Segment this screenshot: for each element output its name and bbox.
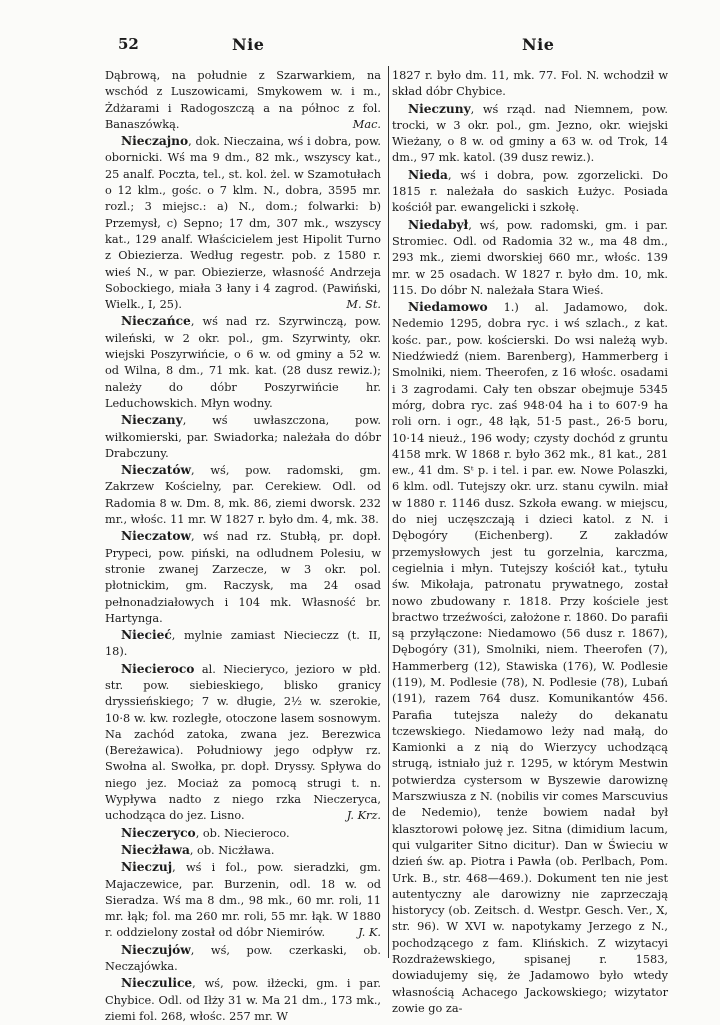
entry-headword: Niecieć	[121, 628, 172, 643]
dictionary-entry	[105, 942, 381, 976]
entry-headword: Nieczulice	[121, 976, 193, 991]
entry-text: , wś rząd. nad Niemnem, pow. trocki, w 3 okr. pol., gm. Jezno, okr. wiejski Wieżany, o 8 w. od gminy a 63 w. od Trok, 14 dm., 97 mk. katol. (39 dusz rewiz.).	[392, 102, 668, 165]
entry-text: Dąbrową, na południe z Szarwarkiem, na wschód z Luszowicami, Smykowem w. i m., Żdżarami i Radogoszczą a na północ z fol. Banaszówką.	[105, 69, 381, 131]
entry-headword: Niedabył	[408, 217, 469, 232]
entry-headword: Nieczeryco	[121, 825, 196, 840]
entry-headword: Nieczujów	[121, 942, 191, 957]
entry-signature: M. St.	[346, 298, 381, 312]
page-number: 52	[118, 35, 139, 53]
entry-text: , mylnie zamiast Niecieczz (t. II, 18).	[105, 629, 381, 659]
right-column	[392, 68, 668, 1017]
entry-headword: Nieczuj	[121, 860, 173, 875]
entry-text: , wś, pow. radomski, gm. i par. Stromiec. Odl. od Radomia 32 w., ma 48 dm., 293 mk., ziemi dworskiej 660 mr., włośc. 139 mr. w 25 osadach. W 1827 r. było dm. 10, mk. 115. Do dóbr N. należała Stara Wieś.	[392, 218, 668, 297]
entry-text: 1.) al. Jadamowo, dok. Nedemio 1295, dobra ryc. i wś szlach., z kat. kośc. par., pow. kościerski. Do wsi należą wyb. Niedźwiedź (niem. Barenberg), Hammerberg i Smolniki, niem. Theerofen, z 16 włośc. osadami i 3 zagrodami. Cały ten obszar obejmuje 5345 mórg, dobra ryc. zaś 948·04 ha i to 607·9 ha roli orn. i ogr., 48 łąk, 51·5 past., 26·5 boru, 10·14 nieuż., 196 wody; czysty dochód z gruntu 4158 mrk. W 1868 r. było 362 mk., 81 kat., 281 ew., 41 dm. Sᵗ p. i tel. i par. ew. Nowe Polaszki, 6 klm. odl. Tutejszy okr. urz. stanu cywiln. miał w 1880 r. 1146 dusz. Szkoła ewang. w miejscu, do niej uczęszczają i dzieci katol. z N. i Dębogóry (Eichenberg). Z zakładów przemysłowych jest tu gorzelnia, karczma, cegielnia i młyn. Tutejszy kościół kat., tytułu św. Mikołaja, patronatu prywatnego, został nowo zbudowany r. 1818. Przy kościele jest bractwo trzeźwości, założone r. 1860. Do parafii są przyłączone: Niedamowo (56 dusz r. 1867), Dębogóry (31), Smolniki, niem. Theerofen (7), Hammerberg (12), Stawiska (176), W. Podlesie (119), M. Podlesie (78), N. Podlesie (78), Lubań (191), razem 764 dusz. Komunikantów 456. Parafia tutejsza należy do dekanatu tczewskiego. Niedamowo leży nad małą, do Kamionki a z nią do Wierzycy uchodzącą strugą, istniało już r. 1295, w którym Mestwin potwierdza cystersom w Byszewie darowiznę Marszwiusza z N. (nobilis vir comes Marscuvius de Nedemio), tenże bowiem nadał był klasztorowi połowę jez. Sitna (dimidium lacum, qui vulgariter Sitno dicitur). Dan w Świeciu w dzień św. ap. Piotra i Pawła (ob. Perlbach, Pom. Urk. B., str. 468—469.). Dokument ten nie jest autentyczny ale darowizny nie zaprzeczają historycy (ob. Zeitsch. d. Westpr. Gesch. Ver., X, str. 96). W XVI w. napotykamy Jerzego z N., pochodzącego z fam. Klińskich. Z wizytacyi Rozdrażewskiego, spisanej r. 1583, dowiadujemy się, że Jadamowo było wtedy własnością Achacego Jackowskiego; wizytator zowie go za-	[392, 301, 668, 1015]
entry-headword: Nieczajno	[121, 134, 189, 149]
entry-text: , wś i dobra, pow. zgorzelicki. Do 1815 r. należała do saskich Łużyc. Posiada kościół par. ewangelicki i szkołę.	[392, 168, 668, 215]
dictionary-entry	[105, 462, 381, 528]
left-column	[105, 68, 381, 1025]
dictionary-entry	[105, 661, 381, 825]
entry-text: al. Niecieryco, jezioro w płd. str. pow. siebieskiego, blisko granicy dryssieńskiego; 7 w. długie, 2½ w. szerokie, 10·8 w. kw. rozległe, otoczone lasem sosnowym. Na zachód zatoka, zwana jez. Berezwica (Bereżawica). Południowy jego odpływ rz. Swołna al. Swołka, pr. dopł. Dryssy. Spływa do niego jez. Mociaż za pomocą strugi t. n. Wypływa nadto z niego rzka Nieczeryca, uchodząca do jez. Lisno.	[105, 662, 381, 823]
dictionary-entry	[105, 859, 381, 941]
dictionary-entry	[105, 842, 381, 859]
dictionary-entry	[392, 101, 668, 167]
entry-text: , wś nad rz. Szyrwinczą, pow. wileński, w 2 okr. pol., gm. Szyrwinty, okr. wiejski Poszyrwińcie, o 6 w. od gminy a 52 w. od Wilna, 8 dm., 71 mk. kat. (28 dusz rewiz.); należy do dóbr Poszyrwińcie hr. Leduchowskich. Młyn wodny.	[105, 315, 381, 410]
entry-text: , wś nad rz. Stubłą, pr. dopł. Prypeci, pow. piński, na odludnem Polesiu, w stronie zwanej Zarzecze, w 3 okr. pol. płotnickim, gm. Raczysk, ma 24 osad pełnonadziałowych i 104 mk. Własność br. Hartynga.	[105, 530, 381, 625]
entry-headword: Niedamowo	[408, 300, 488, 315]
entry-text: , wś, pow. iłżecki, gm. i par. Chybice. Odl. od Iłży 31 w. Ma 21 dm., 173 mk., ziemi fol. 268, włośc. 257 mr. W	[105, 977, 381, 1023]
entry-text: , wś, pow. czerkaski, ob. Neczajówka.	[105, 943, 381, 974]
entry-text: , dok. Nieczaina, wś i dobra, pow. obornicki. Wś ma 9 dm., 82 mk., wszyscy kat., 25 analf. Poczta, tel., st. kol. żel. w Szamotułach o 12 klm., gośc. o 7 klm. N., dobra, 3595 mr. rozl.; 3 miejsc.: a) N., dom.; folwarki: b) Przemysł, c) Sepno; 17 dm, 307 mk., wszyscy kat., 129 analf. Właścicielem jest Hipolit Turno z Obiezierza. Według regestr. pob. z 1580 r. wieś N., w par. Obiezierze, własność Andrzeja Sobockiego, miała 3 łany i 4 zagrod. (Pawiński, Wielk., I, 25).	[105, 135, 381, 312]
dictionary-entry	[105, 133, 381, 313]
entry-headword: Nieczany	[121, 413, 183, 428]
dictionary-entry	[392, 299, 668, 1017]
entry-text: , wś uwłaszczona, pow. wiłkomierski, par. Swiadorka; należała do dóbr Drabczuny.	[105, 414, 381, 460]
dictionary-entry	[105, 528, 381, 627]
dictionary-entry	[392, 167, 668, 217]
dictionary-entry	[105, 975, 381, 1025]
entry-headword: Niecieroco	[121, 661, 195, 676]
entry-text: , wś, pow. radomski, gm. Zakrzew Kościelny, par. Cerekiew. Odl. od Radomia 8 w. Dm. 8, mk. 86, ziemi dworsk. 232 mr., włośc. 11 mr. W 1827 r. było dm. 4, mk. 38.	[105, 464, 381, 527]
entry-headword: Nieczuny	[408, 101, 471, 116]
entry-text: , wś i fol., pow. sieradzki, gm. Majaczewice, par. Burzenin, odl. 18 w. od Sieradza. Wś ma 8 dm., 98 mk., 60 mr. roli, 11 mr. łąk; fol. ma 260 mr. roli, 55 mr. łąk. W 1880 r. oddzielony został od dóbr Niemirów.	[105, 861, 381, 940]
entry-headword: Niecżława	[121, 842, 190, 857]
entry-text: , ob. Nicżława.	[189, 843, 275, 857]
dictionary-entry	[105, 412, 381, 462]
dictionary-entry	[105, 825, 381, 842]
entry-signature: J. K.	[358, 926, 381, 940]
entry-headword: Nieczatów	[121, 463, 192, 478]
dictionary-entry	[392, 68, 668, 101]
entry-text: 1827 r. było dm. 11, mk. 77. Fol. N. wchodził w skład dóbr Chybice.	[392, 69, 668, 99]
dictionary-entry	[105, 313, 381, 412]
dictionary-entry	[105, 68, 381, 133]
dictionary-entry	[105, 627, 381, 661]
entry-headword: Nieda	[408, 167, 448, 182]
entry-signature: J. Krz.	[346, 809, 381, 823]
entry-headword: Nieczańce	[121, 314, 191, 329]
column-divider	[388, 66, 389, 958]
entry-text: , ob. Niecieroco.	[195, 826, 290, 840]
dictionary-entry	[392, 217, 668, 299]
right-running-head: Nie	[522, 35, 555, 54]
left-running-head: Nie	[232, 35, 265, 54]
entry-signature: Mac.	[352, 117, 381, 131]
entry-headword: Nieczatow	[121, 529, 192, 544]
